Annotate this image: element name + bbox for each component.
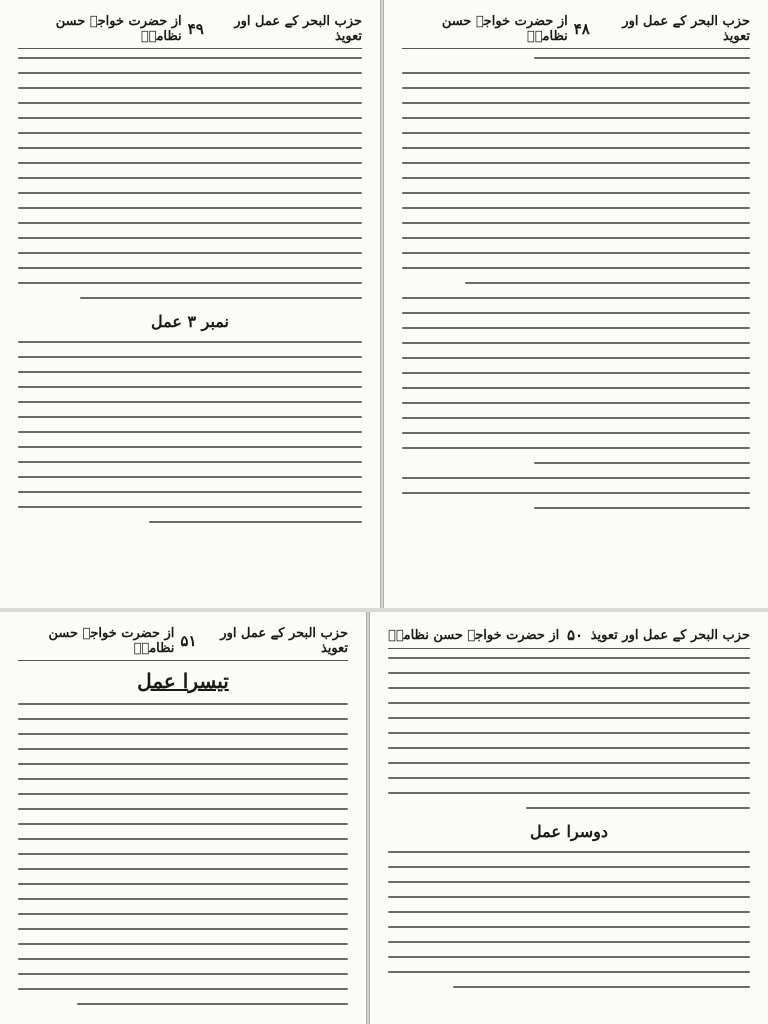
running-header — [18, 626, 348, 661]
bottom-spread — [0, 612, 768, 1024]
body-paragraph — [18, 703, 348, 1005]
body-paragraph — [388, 657, 750, 809]
running-header — [388, 626, 750, 649]
body-paragraph — [18, 341, 362, 523]
page-48 — [384, 0, 768, 608]
header-author: از حضرت خواجہ حسن نظامیؒ — [441, 14, 568, 44]
section-heading: دوسرا عمل — [529, 822, 608, 841]
header-title: حزب البحر کے عمل اور تعویذ — [234, 14, 362, 44]
body-paragraph — [402, 477, 750, 509]
header-author: از حضرت خواجہ حسن نظامیؒ — [48, 626, 175, 656]
page-number: ۵۰ — [566, 626, 584, 644]
running-header — [18, 14, 362, 49]
page-51 — [0, 612, 366, 1024]
body-paragraph — [18, 57, 362, 299]
page-50 — [370, 612, 768, 1024]
body-paragraph — [402, 297, 750, 464]
header-title: حزب البحر کے عمل اور تعویذ — [220, 626, 348, 656]
header-title: حزب البحر کے عمل اور تعویذ — [590, 627, 750, 643]
body-paragraph — [402, 72, 750, 284]
page-49 — [0, 0, 380, 608]
section-heading: تیسرا عمل — [137, 669, 229, 693]
header-title: حزب البحر کے عمل اور تعویذ — [622, 14, 750, 44]
page-number: ۴۸ — [573, 20, 590, 38]
page-number: ۴۹ — [187, 20, 204, 38]
header-author: از حضرت خواجہ حسن نظامیؒ — [388, 627, 560, 643]
section-heading: نمبر ۳ عمل — [150, 312, 229, 331]
running-header — [402, 14, 750, 49]
header-author: از حضرت خواجہ حسن نظامیؒ — [55, 14, 182, 44]
page-number: ۵۱ — [180, 632, 197, 650]
body-paragraph — [402, 57, 750, 59]
body-paragraph — [388, 851, 750, 988]
